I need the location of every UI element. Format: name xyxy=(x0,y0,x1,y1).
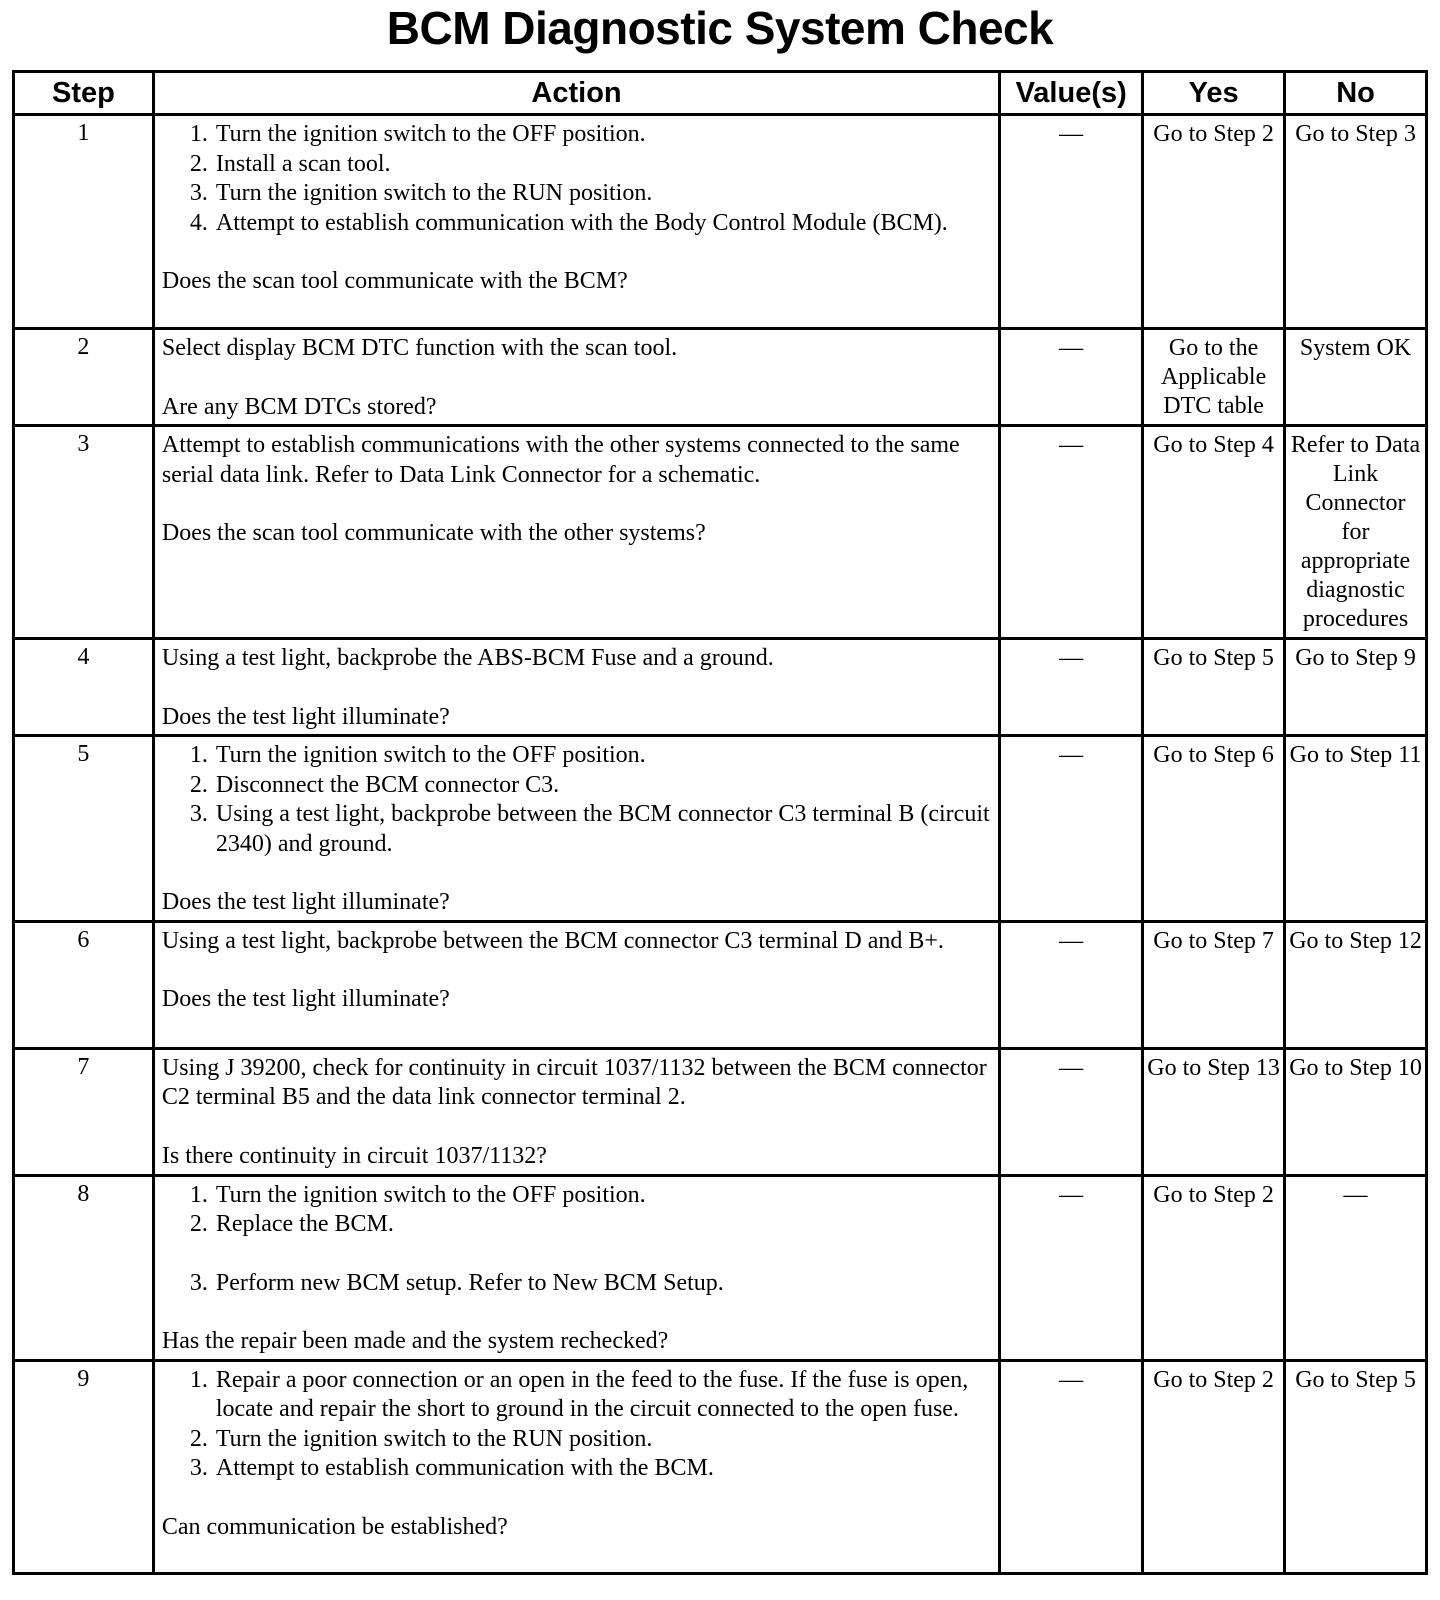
table-row xyxy=(14,329,1427,426)
action-question: Does the test light illuminate? xyxy=(161,703,450,730)
step-number: 5 xyxy=(14,736,154,922)
action-step: 2. Replace the BCM. xyxy=(214,1210,990,1240)
no-cell: Refer to Data Link Connector for appropriate diagnostic procedures xyxy=(1285,426,1427,639)
no-cell: System OK xyxy=(1285,329,1427,426)
values-cell: — xyxy=(1000,1048,1143,1175)
action-question: Can communication be established? xyxy=(161,1513,508,1540)
yes-cell: Go to Step 5 xyxy=(1143,639,1285,736)
step-number: 7 xyxy=(14,1048,154,1175)
table-row xyxy=(14,115,1427,329)
action-cell xyxy=(153,426,999,639)
action-step: 2. Disconnect the BCM connector C3. xyxy=(214,771,990,801)
action-step: 1. Turn the ignition switch to the OFF position. xyxy=(214,741,990,771)
action-step: 1. Turn the ignition switch to the OFF position. xyxy=(214,1181,990,1211)
yes-cell: Go to Step 4 xyxy=(1143,426,1285,639)
table-row xyxy=(14,1360,1427,1573)
action-question: Is there continuity in circuit 1037/1132? xyxy=(161,1142,547,1169)
action-text: Select display BCM DTC function with the scan tool. xyxy=(161,335,678,361)
action-step: 3. Attempt to establish communication with the BCM. xyxy=(214,1454,990,1484)
yes-cell: Go to Step 2 xyxy=(1143,115,1285,329)
action-steps-list xyxy=(162,1181,990,1299)
yes-cell: Go to Step 2 xyxy=(1143,1175,1285,1360)
values-cell: — xyxy=(1000,1175,1143,1360)
step-number: 8 xyxy=(14,1175,154,1360)
action-question: Does the test light illuminate? xyxy=(161,889,450,915)
action-steps-list xyxy=(162,120,990,238)
values-cell: — xyxy=(1000,115,1143,329)
yes-cell: Go to the Applicable DTC table xyxy=(1143,329,1285,426)
action-step: 3. Turn the ignition switch to the RUN position. xyxy=(214,179,990,209)
diagnostic-table xyxy=(12,70,1428,1575)
values-cell: — xyxy=(1000,736,1143,922)
action-question: Does the scan tool communicate with the other systems? xyxy=(161,520,706,546)
values-cell: — xyxy=(1000,639,1143,736)
column-header-action: Action xyxy=(153,72,999,115)
values-cell: — xyxy=(1000,1360,1143,1573)
no-cell: Go to Step 10 xyxy=(1285,1048,1427,1175)
column-header-values: Value(s) xyxy=(1000,72,1143,115)
action-step: 3. Using a test light, backprobe between the BCM connector C3 terminal B (circuit 2340) and ground. xyxy=(214,800,990,859)
header-row xyxy=(14,72,1427,115)
no-cell: Go to Step 5 xyxy=(1285,1360,1427,1573)
step-number: 9 xyxy=(14,1360,154,1573)
yes-cell: Go to Step 7 xyxy=(1143,921,1285,1048)
action-text: Attempt to establish communications with the other systems connected to the same serial data link. Refer to Data Link Connector for a schematic. xyxy=(161,432,960,488)
step-number: 2 xyxy=(14,329,154,426)
no-cell: Go to Step 11 xyxy=(1285,736,1427,922)
action-cell xyxy=(153,921,999,1048)
page-title: BCM Diagnostic System Check xyxy=(386,2,1054,54)
action-cell xyxy=(153,115,999,329)
table-row xyxy=(14,639,1427,736)
step-number: 6 xyxy=(14,921,154,1048)
values-cell: — xyxy=(1000,329,1143,426)
action-step: 1. Turn the ignition switch to the OFF position. xyxy=(214,120,990,150)
step-number: 3 xyxy=(14,426,154,639)
column-header-no: No xyxy=(1285,72,1427,115)
action-cell xyxy=(153,1175,999,1360)
action-text: Using a test light, backprobe the ABS-BCM Fuse and a ground. xyxy=(161,645,774,671)
action-step: 1. Repair a poor connection or an open in the feed to the fuse. If the fuse is open, locate and repair the short to ground in the circuit connected to the open fuse. xyxy=(214,1366,990,1425)
table-row xyxy=(14,1175,1427,1360)
action-question: Are any BCM DTCs stored? xyxy=(161,393,437,420)
yes-cell: Go to Step 2 xyxy=(1143,1360,1285,1573)
values-cell: — xyxy=(1000,921,1143,1048)
action-cell xyxy=(153,736,999,922)
no-cell: — xyxy=(1285,1175,1427,1360)
step-number: 4 xyxy=(14,639,154,736)
action-text: Using a test light, backprobe between the BCM connector C3 terminal D and B+. xyxy=(161,927,944,954)
action-step: 2. Turn the ignition switch to the RUN position. xyxy=(214,1425,990,1455)
action-step: 3. Perform new BCM setup. Refer to New BCM Setup. xyxy=(214,1269,990,1299)
yes-cell: Go to Step 6 xyxy=(1143,736,1285,922)
action-cell xyxy=(153,639,999,736)
action-text: Using J 39200, check for continuity in circuit 1037/1132 between the BCM connector C2 terminal B5 and the data link connector terminal 2. xyxy=(161,1054,987,1110)
action-steps-list xyxy=(162,741,990,859)
table-row xyxy=(14,921,1427,1048)
action-cell xyxy=(153,329,999,426)
values-cell: — xyxy=(1000,426,1143,639)
no-cell: Go to Step 12 xyxy=(1285,921,1427,1048)
column-header-step: Step xyxy=(14,72,154,115)
table-row xyxy=(14,426,1427,639)
action-cell xyxy=(153,1048,999,1175)
yes-cell: Go to Step 13 xyxy=(1143,1048,1285,1175)
action-question: Does the scan tool communicate with the BCM? xyxy=(161,268,628,294)
step-number: 1 xyxy=(14,115,154,329)
action-steps-list xyxy=(162,1366,990,1484)
no-cell: Go to Step 9 xyxy=(1285,639,1427,736)
column-header-yes: Yes xyxy=(1143,72,1285,115)
action-cell xyxy=(153,1360,999,1573)
action-step: 4. Attempt to establish communication with the Body Control Module (BCM). xyxy=(214,209,990,239)
action-question: Has the repair been made and the system rechecked? xyxy=(161,1328,669,1354)
no-cell: Go to Step 3 xyxy=(1285,115,1427,329)
table-row xyxy=(14,736,1427,922)
action-question: Does the test light illuminate? xyxy=(161,986,450,1012)
table-row xyxy=(14,1048,1427,1175)
action-step: 2. Install a scan tool. xyxy=(214,150,990,180)
